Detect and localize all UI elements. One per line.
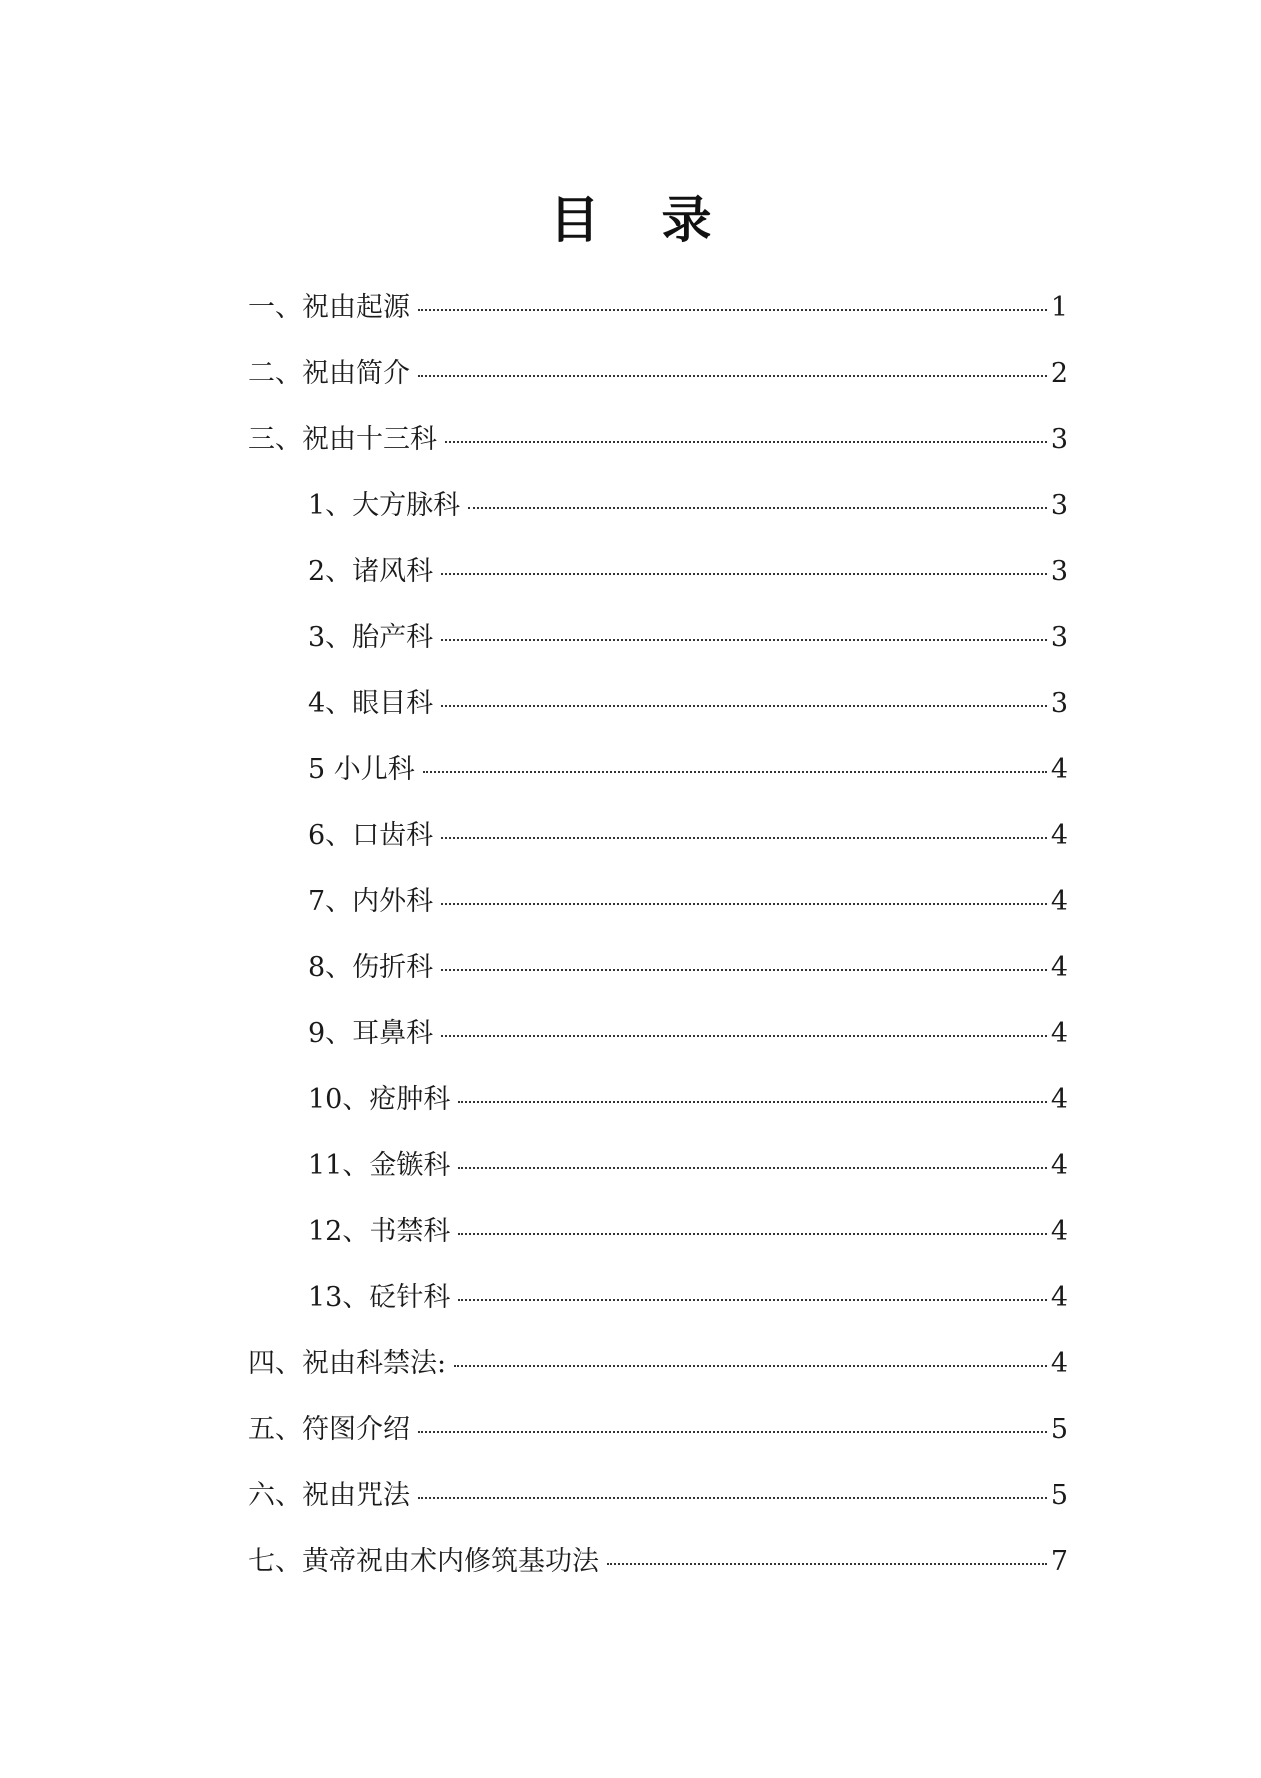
toc-entry[interactable]	[248, 1272, 1068, 1338]
toc-entry[interactable]	[248, 1140, 1068, 1206]
toc-entry[interactable]	[248, 1404, 1068, 1470]
dot-leader	[458, 1299, 1046, 1301]
dot-leader	[468, 507, 1047, 509]
entry-page-number: 4	[1050, 1018, 1068, 1049]
dot-leader	[458, 1167, 1046, 1169]
entry-label: 2、诸风科	[308, 556, 434, 587]
entry-page-number: 4	[1050, 886, 1068, 917]
toc-entry[interactable]	[248, 876, 1068, 942]
entry-label: 二、祝由简介	[248, 358, 410, 389]
entry-page-number: 3	[1050, 556, 1068, 587]
toc-entry[interactable]	[248, 612, 1068, 678]
entry-page-number: 3	[1050, 490, 1068, 521]
entry-label: 一、祝由起源	[248, 292, 410, 323]
entry-page-number: 4	[1050, 754, 1068, 785]
dot-leader	[441, 705, 1047, 707]
entry-page-number: 3	[1050, 622, 1068, 653]
entry-label: 7、内外科	[308, 886, 434, 917]
entry-label: 四、祝由科禁法:	[248, 1348, 447, 1379]
dot-leader	[458, 1233, 1046, 1235]
entry-page-number: 4	[1050, 820, 1068, 851]
dot-leader	[418, 1497, 1047, 1499]
toc-entry[interactable]	[248, 1206, 1068, 1272]
toc-entry[interactable]	[248, 1074, 1068, 1140]
toc-entry[interactable]	[248, 480, 1068, 546]
toc-entry[interactable]	[248, 744, 1068, 810]
dot-leader	[441, 1035, 1047, 1037]
dot-leader	[441, 573, 1047, 575]
toc-entry[interactable]	[248, 414, 1068, 480]
entry-label: 六、祝由咒法	[248, 1480, 410, 1511]
toc-entry[interactable]	[248, 1338, 1068, 1404]
entry-label: 5 小儿科	[308, 754, 415, 785]
entry-page-number: 4	[1050, 1150, 1068, 1181]
entry-page-number: 3	[1050, 424, 1068, 455]
dot-leader	[454, 1365, 1047, 1367]
entry-page-number: 1	[1050, 292, 1068, 323]
dot-leader	[441, 969, 1047, 971]
dot-leader	[418, 1431, 1047, 1433]
entry-page-number: 4	[1050, 1216, 1068, 1247]
toc-entry[interactable]	[248, 810, 1068, 876]
entry-page-number: 4	[1050, 952, 1068, 983]
dot-leader	[458, 1101, 1046, 1103]
entry-label: 10、疮肿科	[308, 1084, 451, 1115]
dot-leader	[418, 375, 1047, 377]
toc-entry[interactable]	[248, 282, 1068, 348]
toc-list	[248, 282, 1068, 1602]
toc-entry[interactable]	[248, 546, 1068, 612]
entry-page-number: 3	[1050, 688, 1068, 719]
entry-label: 1、大方脉科	[308, 490, 461, 521]
toc-entry[interactable]	[248, 1008, 1068, 1074]
entry-label: 五、符图介绍	[248, 1414, 410, 1445]
toc-title: 目录	[549, 190, 774, 249]
toc-entry[interactable]	[248, 942, 1068, 1008]
entry-page-number: 2	[1050, 358, 1068, 389]
entry-page-number: 4	[1050, 1348, 1068, 1379]
entry-label: 11、金镞科	[308, 1150, 451, 1181]
entry-label: 12、书禁科	[308, 1216, 451, 1247]
entry-page-number: 5	[1050, 1414, 1068, 1445]
entry-page-number: 7	[1050, 1546, 1068, 1577]
dot-leader	[441, 639, 1047, 641]
entry-label: 3、胎产科	[308, 622, 434, 653]
entry-label: 4、眼目科	[308, 688, 434, 719]
toc-entry[interactable]	[248, 1536, 1068, 1602]
dot-leader	[441, 837, 1047, 839]
entry-label: 6、口齿科	[308, 820, 434, 851]
entry-label: 三、祝由十三科	[248, 424, 437, 455]
dot-leader	[418, 309, 1047, 311]
dot-leader	[607, 1563, 1047, 1565]
dot-leader	[445, 441, 1047, 443]
toc-entry[interactable]	[248, 348, 1068, 414]
entry-label: 9、耳鼻科	[308, 1018, 434, 1049]
entry-label: 8、伤折科	[308, 952, 434, 983]
entry-page-number: 4	[1050, 1282, 1068, 1313]
entry-label: 七、黄帝祝由术内修筑基功法	[248, 1546, 599, 1577]
entry-page-number: 4	[1050, 1084, 1068, 1115]
entry-label: 13、砭针科	[308, 1282, 451, 1313]
entry-page-number: 5	[1050, 1480, 1068, 1511]
toc-entry[interactable]	[248, 678, 1068, 744]
dot-leader	[423, 771, 1047, 773]
dot-leader	[441, 903, 1047, 905]
toc-entry[interactable]	[248, 1470, 1068, 1536]
